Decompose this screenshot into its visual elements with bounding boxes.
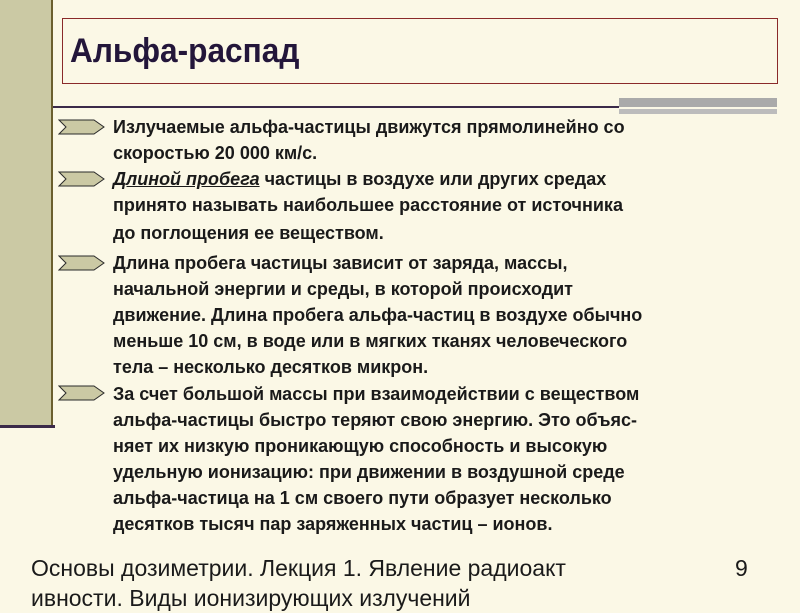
text-line: альфа-частица на 1 см своего пути образует несколько bbox=[113, 488, 612, 508]
footer-line: ивности. Виды ионизирующих излучений bbox=[31, 585, 471, 611]
bullet-text-1 bbox=[113, 114, 773, 166]
left-sidebar-decoration bbox=[0, 0, 53, 427]
text-line: За счет большой массы при взаимодействии с веществом bbox=[113, 384, 640, 404]
text-line: удельную ионизацию: при движении в воздушной среде bbox=[113, 462, 625, 482]
text-line: до поглощения ее веществом. bbox=[113, 223, 384, 243]
gray-stripe-decoration bbox=[619, 98, 777, 114]
arrow-bullet-icon bbox=[58, 385, 106, 401]
text-fragment: частицы в воздухе или других средах bbox=[259, 169, 607, 189]
sidebar-base-rule bbox=[0, 425, 55, 428]
horizontal-rule bbox=[53, 106, 619, 108]
bullet-text-2 bbox=[113, 166, 773, 246]
text-line: Излучаемые альфа-частицы движутся прямолинейно со bbox=[113, 117, 625, 137]
bullet-text-3 bbox=[113, 250, 773, 380]
text-line: движение. Длина пробега альфа-частиц в воздухе обычно bbox=[113, 305, 643, 325]
text-line: скоростью 20 000 км/с. bbox=[113, 143, 318, 163]
text-line: альфа-частицы быстро теряют свою энергию. Это объяс- bbox=[113, 410, 638, 430]
text-line: десятков тысяч пар заряженных частиц – ионов. bbox=[113, 514, 553, 534]
term-definition: Длиной пробега bbox=[113, 169, 260, 189]
bullet-text-4 bbox=[113, 381, 773, 537]
page-number: 9 bbox=[735, 555, 748, 581]
text-line bbox=[113, 166, 773, 192]
arrow-bullet-icon bbox=[58, 119, 106, 135]
slide-footer bbox=[31, 553, 566, 613]
title-frame bbox=[62, 18, 778, 84]
text-line: начальной энергии и среды, в которой происходит bbox=[113, 279, 574, 299]
text-line: няет их низкую проникающую способность и высокую bbox=[113, 436, 608, 456]
text-line: Длина пробега частицы зависит от заряда, массы, bbox=[113, 253, 568, 273]
text-line: принято называть наибольшее расстояние от источника bbox=[113, 195, 623, 215]
text-line: тела – несколько десятков микрон. bbox=[113, 357, 429, 377]
text-line: меньше 10 см, в воде или в мягких тканях человеческого bbox=[113, 331, 628, 351]
arrow-bullet-icon bbox=[58, 171, 106, 187]
footer-line: Основы дозиметрии. Лекция 1. Явление радиоакт bbox=[31, 555, 566, 581]
arrow-bullet-icon bbox=[58, 255, 106, 271]
slide-title: Альфа-распад bbox=[70, 32, 300, 70]
